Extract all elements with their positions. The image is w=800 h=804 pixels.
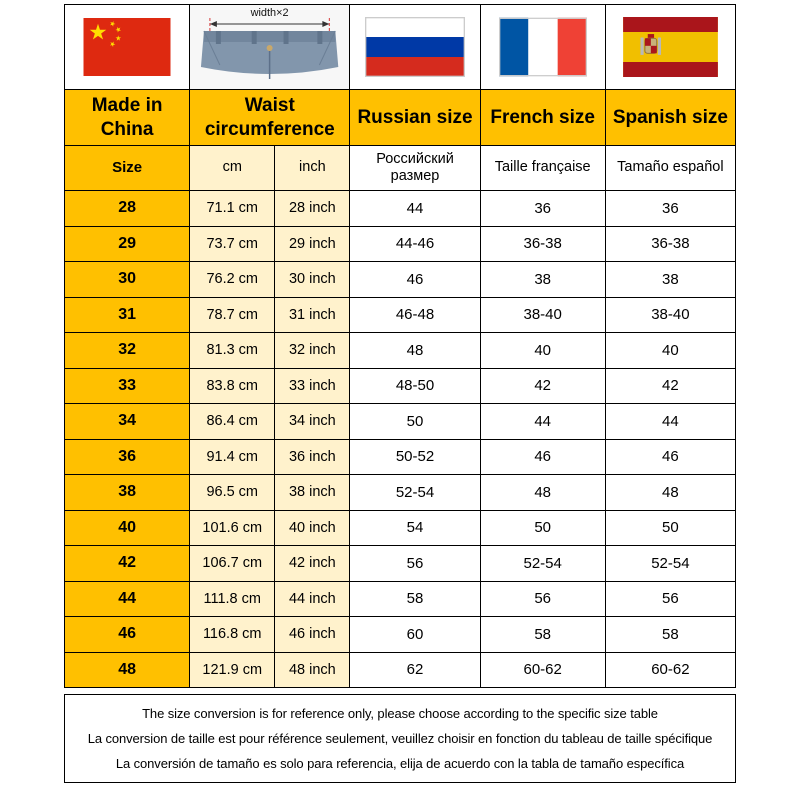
table-row <box>65 475 736 511</box>
table-row <box>65 652 736 688</box>
cell-fr: 36-38 <box>480 226 605 262</box>
cell-fr: 48 <box>480 475 605 511</box>
cell-es: 48 <box>605 475 735 511</box>
header-made-in-china: Made in China <box>65 90 190 146</box>
cell-ru: 50-52 <box>350 439 480 475</box>
france-flag-cell <box>480 5 605 90</box>
cell-cm: 91.4 cm <box>190 439 275 475</box>
cell-fr: 50 <box>480 510 605 546</box>
cell-ru: 46-48 <box>350 297 480 333</box>
cell-cm: 71.1 cm <box>190 191 275 227</box>
cell-cm: 78.7 cm <box>190 297 275 333</box>
header-row <box>65 90 736 146</box>
jeans-waist-photo <box>190 5 349 89</box>
table-row <box>65 510 736 546</box>
subheader-russian: Российский размер <box>350 146 480 191</box>
disclaimer-line-es: La conversión de tamaño es solo para referencia, elija de acuerdo con la tabla de tamaño específica <box>115 756 685 771</box>
header-spanish-size: Spanish size <box>605 90 735 146</box>
table-row <box>65 546 736 582</box>
russia-flag-icon <box>365 17 465 77</box>
cell-size: 32 <box>65 333 190 369</box>
cell-cm: 96.5 cm <box>190 475 275 511</box>
russia-flag-cell <box>350 5 480 90</box>
cell-inch: 31 inch <box>275 297 350 333</box>
cell-fr: 52-54 <box>480 546 605 582</box>
cell-es: 40 <box>605 333 735 369</box>
cell-cm: 121.9 cm <box>190 652 275 688</box>
flag-row <box>65 5 736 90</box>
cell-ru: 56 <box>350 546 480 582</box>
table-row <box>65 439 736 475</box>
cell-size: 30 <box>65 262 190 298</box>
table-row <box>65 617 736 653</box>
cell-inch: 33 inch <box>275 368 350 404</box>
cell-ru: 44 <box>350 191 480 227</box>
subheader-inch: inch <box>275 146 350 191</box>
china-flag-cell <box>65 5 190 90</box>
spain-flag-cell <box>605 5 735 90</box>
cell-ru: 44-46 <box>350 226 480 262</box>
cell-fr: 56 <box>480 581 605 617</box>
cell-cm: 83.8 cm <box>190 368 275 404</box>
subheader-spanish: Tamaño español <box>605 146 735 191</box>
cell-inch: 34 inch <box>275 404 350 440</box>
jeans-width-label: width×2 <box>250 6 289 20</box>
cell-size: 28 <box>65 191 190 227</box>
cell-size: 38 <box>65 475 190 511</box>
header-french-size: French size <box>480 90 605 146</box>
cell-cm: 81.3 cm <box>190 333 275 369</box>
header-russian-size: Russian size <box>350 90 480 146</box>
table-row <box>65 226 736 262</box>
cell-es: 60-62 <box>605 652 735 688</box>
cell-es: 52-54 <box>605 546 735 582</box>
cell-fr: 46 <box>480 439 605 475</box>
table-row <box>65 404 736 440</box>
cell-ru: 62 <box>350 652 480 688</box>
cell-size: 31 <box>65 297 190 333</box>
cell-es: 38 <box>605 262 735 298</box>
cell-fr: 40 <box>480 333 605 369</box>
cell-fr: 42 <box>480 368 605 404</box>
cell-fr: 36 <box>480 191 605 227</box>
table-row <box>65 368 736 404</box>
cell-es: 44 <box>605 404 735 440</box>
cell-size: 36 <box>65 439 190 475</box>
disclaimer-line-en: The size conversion is for reference only, please choose according to the specific size table <box>142 706 658 721</box>
cell-fr: 38 <box>480 262 605 298</box>
cell-ru: 48 <box>350 333 480 369</box>
size-table-body <box>65 191 736 688</box>
cell-es: 50 <box>605 510 735 546</box>
size-conversion-table <box>64 4 736 688</box>
cell-es: 42 <box>605 368 735 404</box>
cell-es: 46 <box>605 439 735 475</box>
cell-es: 36-38 <box>605 226 735 262</box>
cell-cm: 73.7 cm <box>190 226 275 262</box>
cell-es: 56 <box>605 581 735 617</box>
size-chart-page <box>64 4 736 783</box>
france-flag-icon <box>499 17 587 77</box>
cell-cm: 101.6 cm <box>190 510 275 546</box>
cell-size: 42 <box>65 546 190 582</box>
cell-inch: 46 inch <box>275 617 350 653</box>
cell-size: 29 <box>65 226 190 262</box>
subheader-row <box>65 146 736 191</box>
cell-es: 58 <box>605 617 735 653</box>
cell-size: 40 <box>65 510 190 546</box>
spain-flag-icon <box>623 17 718 77</box>
subheader-size: Size <box>65 146 190 191</box>
cell-ru: 60 <box>350 617 480 653</box>
cell-cm: 86.4 cm <box>190 404 275 440</box>
cell-cm: 116.8 cm <box>190 617 275 653</box>
cell-inch: 36 inch <box>275 439 350 475</box>
table-row <box>65 333 736 369</box>
cell-size: 44 <box>65 581 190 617</box>
cell-cm: 76.2 cm <box>190 262 275 298</box>
cell-size: 48 <box>65 652 190 688</box>
cell-ru: 46 <box>350 262 480 298</box>
cell-size: 33 <box>65 368 190 404</box>
cell-size: 46 <box>65 617 190 653</box>
cell-inch: 30 inch <box>275 262 350 298</box>
jeans-photo-cell <box>190 5 350 90</box>
cell-fr: 58 <box>480 617 605 653</box>
cell-inch: 44 inch <box>275 581 350 617</box>
cell-es: 38-40 <box>605 297 735 333</box>
subheader-french: Taille française <box>480 146 605 191</box>
cell-inch: 32 inch <box>275 333 350 369</box>
table-row <box>65 262 736 298</box>
cell-inch: 38 inch <box>275 475 350 511</box>
cell-inch: 42 inch <box>275 546 350 582</box>
china-flag-icon <box>82 18 172 76</box>
cell-fr: 38-40 <box>480 297 605 333</box>
cell-inch: 40 inch <box>275 510 350 546</box>
table-row <box>65 191 736 227</box>
cell-cm: 111.8 cm <box>190 581 275 617</box>
header-waist-circumference: Waist circumference <box>190 90 350 146</box>
cell-fr: 60-62 <box>480 652 605 688</box>
cell-es: 36 <box>605 191 735 227</box>
table-row <box>65 581 736 617</box>
cell-size: 34 <box>65 404 190 440</box>
disclaimer-line-fr: La conversion de taille est pour référence seulement, veuillez choisir en fonction du tableau de taille spécifique <box>87 731 713 746</box>
disclaimer-box <box>64 694 736 783</box>
cell-cm: 106.7 cm <box>190 546 275 582</box>
cell-fr: 44 <box>480 404 605 440</box>
cell-ru: 48-50 <box>350 368 480 404</box>
cell-ru: 58 <box>350 581 480 617</box>
cell-ru: 54 <box>350 510 480 546</box>
subheader-cm: cm <box>190 146 275 191</box>
cell-inch: 48 inch <box>275 652 350 688</box>
cell-inch: 28 inch <box>275 191 350 227</box>
cell-ru: 50 <box>350 404 480 440</box>
cell-inch: 29 inch <box>275 226 350 262</box>
table-row <box>65 297 736 333</box>
cell-ru: 52-54 <box>350 475 480 511</box>
